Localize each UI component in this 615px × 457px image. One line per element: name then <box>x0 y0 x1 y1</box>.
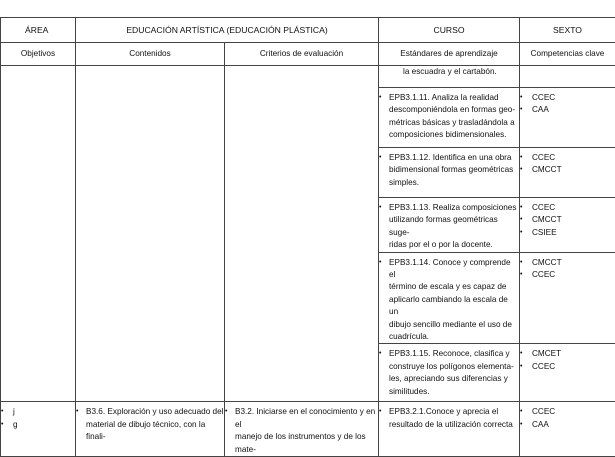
bullet-icon: • <box>520 257 522 269</box>
competencia-item: • CMCCT <box>520 164 615 176</box>
objetivo-item: • g <box>1 419 75 431</box>
competencia-item: • CCEC <box>520 406 615 418</box>
competencias-list <box>520 252 615 344</box>
objetivos-list <box>1 402 76 457</box>
competencia-item: • CMCCT <box>520 214 615 226</box>
bullet-icon: • <box>379 92 381 104</box>
bullet-icon: • <box>520 419 522 431</box>
criterio-text: • B3.2. Iniciarse en el conocimiento y en el manejo de los instrumentos y de los mate- <box>225 406 378 456</box>
objetivo-item: • j <box>1 406 75 418</box>
continuation-row <box>1 66 615 88</box>
col-criterios: Criterios de evaluación <box>225 43 379 66</box>
contenidos-cell-empty <box>76 66 225 402</box>
standard-text: • EPB3.1.14. Conoce y comprende el término de escala y es capaz de aplicarlo cambiando la escala de un dibujo sencillo mediante el uso de cuadrícula. <box>379 257 519 344</box>
bullet-icon: • <box>379 152 381 164</box>
competencias-list <box>520 88 615 148</box>
competencia-item: • CCEC <box>520 269 615 281</box>
curriculum-table <box>0 17 615 457</box>
bullet-icon: • <box>379 348 381 360</box>
competencia-item: • CCEC <box>520 92 615 104</box>
competencia-item: • CCEC <box>520 202 615 214</box>
bullet-icon: • <box>520 227 522 239</box>
competencia-item: • CSIEE <box>520 227 615 239</box>
bullet-icon: • <box>76 406 78 418</box>
competencia-item: • CCEC <box>520 152 615 164</box>
criterios-cell-empty <box>225 66 379 402</box>
competencia-item: • CAA <box>520 419 615 431</box>
continuation-competencias-empty <box>520 66 615 88</box>
bullet-icon: • <box>520 152 522 164</box>
competencia-item: • CMCCT <box>520 257 615 269</box>
column-header-row <box>1 43 615 66</box>
header-row <box>1 18 615 43</box>
standard-text: • EPB3.1.15. Reconoce, clasifica y construye los polígonos elementa- les, apreciando sus diferencias y similitudes. <box>379 348 519 398</box>
bullet-icon: • <box>1 419 3 431</box>
bullet-icon: • <box>520 202 522 214</box>
standard-text: • EPB3.2.1.Conoce y aprecia el resultado de la utilización correcta <box>379 406 519 431</box>
subject-title: EDUCACIÓN ARTÍSTICA (EDUCACIÓN PLÁSTICA) <box>76 18 379 43</box>
competencias-list <box>520 198 615 253</box>
course-value: SEXTO <box>520 18 615 43</box>
standard-text: • EPB3.1.11. Analiza la realidad descomponiéndola en formas geo- métricas básicas y trasladándola a composiciones bidimensionales. <box>379 92 519 142</box>
col-competencias: Competencias clave <box>520 43 615 66</box>
competencias-list <box>520 148 615 198</box>
course-label: CURSO <box>379 18 520 43</box>
bullet-icon: • <box>520 406 522 418</box>
competencias-list <box>520 402 615 457</box>
competencia-item: • CMCET <box>520 348 615 360</box>
standard-text: • EPB3.1.12. Identifica en una obra bidimensional formas geométricas simples. <box>379 152 519 189</box>
bullet-icon: • <box>379 257 381 269</box>
bullet-icon: • <box>520 214 522 226</box>
col-objetivos: Objetivos <box>1 43 76 66</box>
bullet-icon: • <box>520 348 522 360</box>
col-contenidos: Contenidos <box>76 43 225 66</box>
bloque-row <box>1 402 615 457</box>
continuation-text: la escuadra y el cartabón. <box>379 66 520 88</box>
col-estandares: Estándares de aprendizaje <box>379 43 520 66</box>
bullet-icon: • <box>225 406 227 418</box>
bullet-icon: • <box>379 202 381 214</box>
bullet-icon: • <box>520 269 522 281</box>
competencia-item: • CCEC <box>520 361 615 373</box>
competencias-list <box>520 344 615 402</box>
bullet-icon: • <box>520 104 522 116</box>
contenido-text: • B3.6. Exploración y uso adecuado del material de dibujo técnico, con la finali- <box>76 406 224 443</box>
bullet-icon: • <box>520 92 522 104</box>
objetivos-cell-empty <box>1 66 76 402</box>
competencia-item: • CAA <box>520 104 615 116</box>
bullet-icon: • <box>520 361 522 373</box>
bullet-icon: • <box>379 406 381 418</box>
area-label: ÁREA <box>1 18 76 43</box>
bullet-icon: • <box>1 406 3 418</box>
bullet-icon: • <box>520 164 522 176</box>
standard-text: • EPB3.1.13. Realiza composiciones utilizando formas geométricas suge- ridas por el o por la docente. <box>379 202 519 252</box>
